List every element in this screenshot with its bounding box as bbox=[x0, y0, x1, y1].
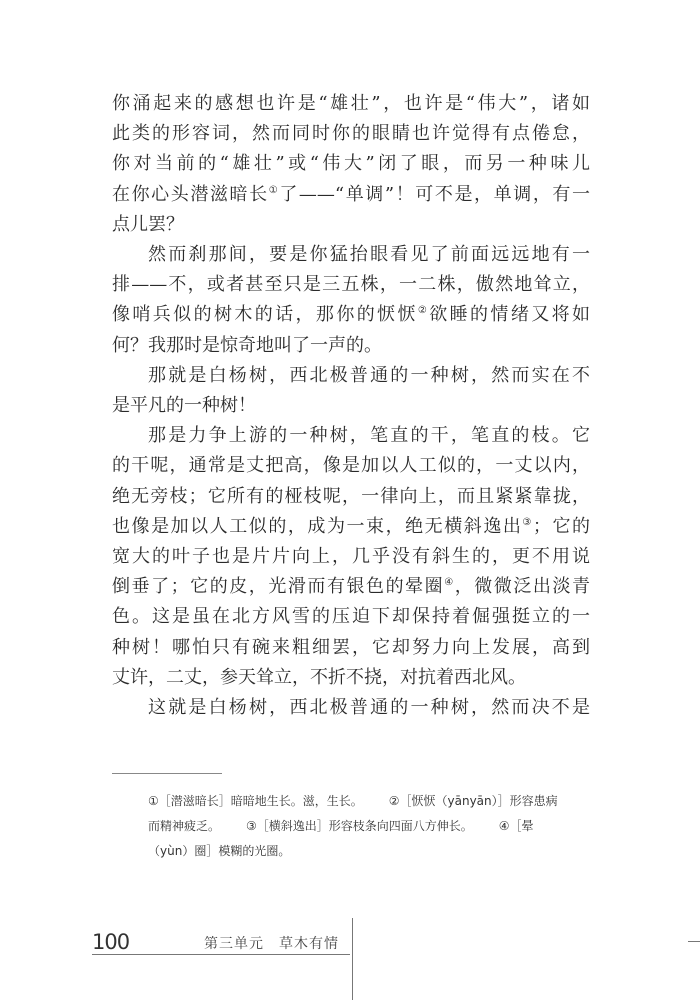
paragraph bbox=[112, 421, 590, 693]
footnote-3: ③［横斜逸出］形容枝条向四面八方伸长。 bbox=[246, 819, 473, 833]
footnote-ref: ① bbox=[268, 184, 280, 196]
text-line: 这就是白杨树，西北极普通的一种树，然而决不是 bbox=[148, 697, 590, 719]
unit-label: 第三单元 草木有情 bbox=[204, 936, 339, 952]
footnote-line: 而精神疲乏。 ③［横斜逸出］形容枝条向四面八方伸长。 ④［晕 bbox=[148, 819, 534, 833]
paragraph bbox=[112, 89, 590, 240]
text-line: 像哨兵似的树木的话，那你的恹恹②欲睡的情绪又将如 bbox=[112, 304, 590, 326]
footnote-line: （yùn）圈］模糊的光圈。 bbox=[148, 844, 291, 858]
article-body bbox=[112, 89, 590, 723]
footnote-ref: ④ bbox=[444, 577, 455, 589]
page-footer bbox=[0, 918, 700, 1000]
text-line: 排——不，或者甚至只是三五株，一二株，傲然地耸立， bbox=[112, 274, 590, 296]
text-line: 绝无旁枝；它所有的桠枝呢，一律向上，而且紧紧靠拢， bbox=[112, 485, 590, 507]
footnote-divider bbox=[112, 773, 222, 774]
text-line: 是平凡的一种树！ bbox=[112, 395, 256, 417]
text-line: 色。这是虽在北方风雪的压迫下却保持着倔强挺立的一 bbox=[112, 606, 590, 628]
paragraph bbox=[112, 240, 590, 361]
paragraph bbox=[112, 693, 590, 723]
text-line: 的干呢，通常是丈把高，像是加以人工似的，一丈以内， bbox=[112, 455, 590, 477]
footnote-2: ②［恹恹（yānyān）］形容患病 bbox=[388, 794, 558, 808]
text-line: 你对当前的“雄壮”或“伟大”闭了眼，而另一种味儿 bbox=[112, 153, 590, 175]
text-line: 那就是白杨树，西北极普通的一种树，然而实在不 bbox=[148, 364, 590, 386]
footnote-ref: ③ bbox=[522, 516, 533, 528]
footnote-line bbox=[148, 789, 588, 814]
text-line: 宽大的叶子也是片片向上，几乎没有斜生的，更不用说 bbox=[112, 546, 590, 568]
footer-vertical-divider bbox=[352, 918, 353, 1000]
text-line: 倒垂了；它的皮，光滑而有银色的晕圈④，微微泛出淡青 bbox=[112, 576, 591, 598]
text-line: 此类的形容词，然而同时你的眼睛也许觉得有点倦怠， bbox=[112, 123, 590, 145]
text-line: 点儿罢？ bbox=[112, 213, 184, 235]
page-number: 100 bbox=[92, 930, 130, 954]
paragraph bbox=[112, 361, 590, 421]
text-line: 何？我那时是惊奇地叫了一声的。 bbox=[112, 334, 382, 356]
text-line: 你涌起来的感想也许是“雄壮”，也许是“伟大”，诸如 bbox=[112, 93, 590, 114]
text-line: 然而刹那间，要是你猛抬眼看见了前面远远地有一 bbox=[148, 244, 590, 266]
text-line: 那是力争上游的一种树，笔直的干，笔直的枝。它 bbox=[148, 425, 590, 447]
footnote-ref: ② bbox=[417, 305, 430, 317]
footer-divider bbox=[92, 954, 350, 955]
footnote-1: ①［潜滋暗长］暗暗地生长。滋，生长。 bbox=[148, 794, 363, 808]
text-line: 种树！哪怕只有碗来粗细罢，它却努力向上发展，高到 bbox=[112, 636, 590, 658]
page-edge-mark bbox=[688, 941, 700, 942]
text-line: 在你心头潜滋暗长①了——“单调”！可不是，单调，有一 bbox=[112, 183, 591, 205]
text-line: 也像是加以人工似的，成为一束，绝无横斜逸出③；它的 bbox=[112, 515, 591, 537]
text-line: 丈许，二丈，参天耸立，不折不挠，对抗着西北风。 bbox=[112, 666, 526, 688]
footnotes bbox=[148, 789, 588, 864]
footnote-4: ④［晕 bbox=[498, 819, 534, 833]
